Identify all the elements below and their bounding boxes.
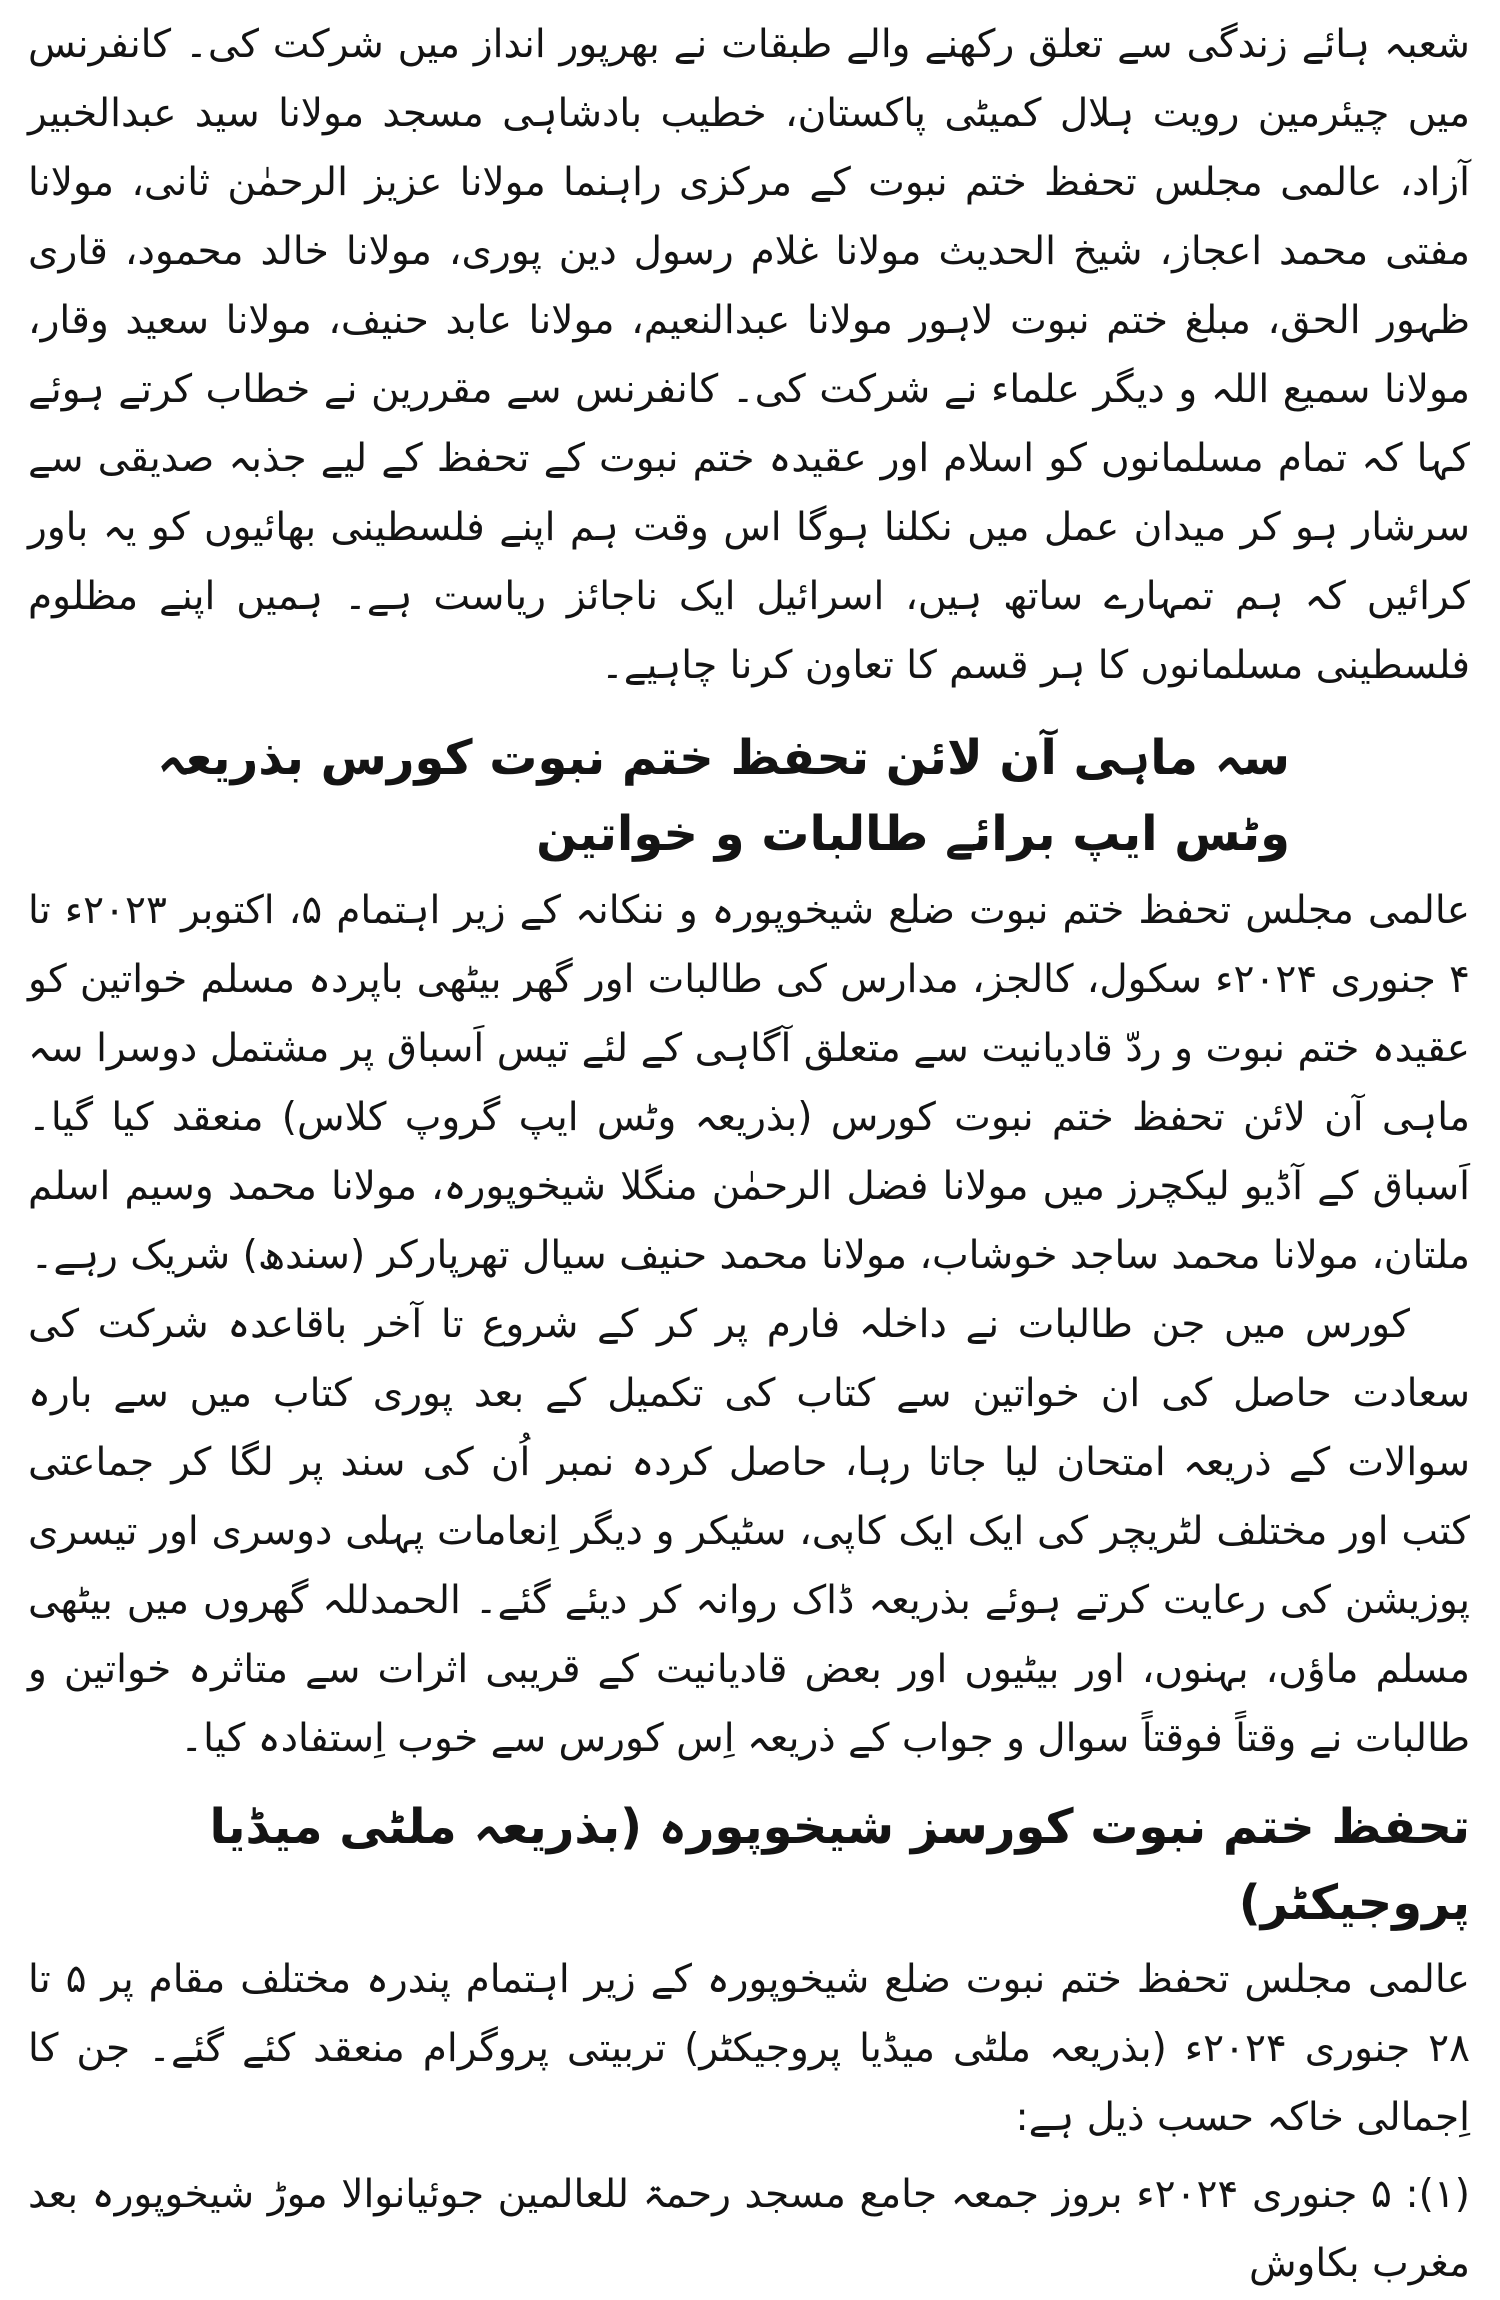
- paragraph-course-exam-results: کورس میں جن طالبات نے داخلہ فارم پر کر کے شروع تا آخر باقاعدہ شرکت کی سعادت حاصل کی ان خواتین سے کتاب کی تکمیل کے بعد پوری کتاب میں سے بارہ سوالات کے ذریعہ امتحان لیا جاتا رہا، حاصل کردہ نمبر اُن کی سند پر لگا کر جماعتی کتب اور مختلف لٹریچر کی ایک ایک کاپی، سٹیکر و دیگر اِنعامات پہلی دوسری اور تیسری پوزیشن کی رعایت کرتے ہوئے بذریعہ ڈاک روانہ کر دیئے گئے۔ الحمدللہ گھروں میں بیٹھی مسلم ماؤں، بہنوں، اور بیٹیوں اور بعض قادیانیت کے قریبی اثرات سے متاثرہ خواتین و طالبات نے وقتاً فوقتاً سوال و جواب کے ذریعہ اِس کورس سے خوب اِستفادہ کیا۔: [28, 1302, 1470, 1761]
- paragraph-online-course-details: عالمی مجلس تحفظ ختم نبوت ضلع شیخوپورہ و ننکانہ کے زیر اہتمام ۵، اکتوبر ۲۰۲۳ء تا ۴ جنوری ۲۰۲۴ء سکول، کالجز، مدارس کی طالبات اور گھر بیٹھی باپردہ مسلم خواتین کو عقیدہ ختم نبوت و ردّ قادیانیت سے متعلق آگاہی کے لئے تیس اَسباق پر مشتمل دوسرا سہ ماہی آن لائن تحفظ ختم نبوت کورس (بذریعہ وٹس ایپ گروپ کلاس) منعقد کیا گیا۔ اَسباق کے آڈیو لیکچرز میں مولانا فضل الرحمٰن منگلا شیخوپورہ، مولانا محمد وسیم اسلم ملتان، مولانا محمد ساجد خوشاب، مولانا محمد حنیف سیال تھرپارکر (سندھ) شریک رہے۔: [28, 888, 1471, 1278]
- paragraph-conference-attendees: شعبہ ہائے زندگی سے تعلق رکھنے والے طبقات نے بھرپور انداز میں شرکت کی۔ کانفرنس میں چیئرمین رویت ہلال کمیٹی پاکستان، خطیب بادشاہی مسجد مولانا سید عبدالخبیر آزاد، عالمی مجلس تحفظ ختم نبوت کے مرکزی راہنما مولانا عزیز الرحمٰن ثانی، مولانا مفتی محمد اعجاز، شیخ الحدیث مولانا غلام رسول دین پوری، مولانا خالد محمود، قاری ظہور الحق، مبلغ ختم نبوت لاہور مولانا عبدالنعیم، مولانا عابد حنیف، مولانا سعید وقار، مولانا سمیع اللہ و دیگر علماء نے شرکت کی۔ کانفرنس سے مقررین نے خطاب کرتے ہوئے کہا کہ تمام مسلمانوں کو اسلام اور عقیدہ ختم نبوت کے تحفظ کے لیے جذبہ صدیقی سے سرشار ہو کر میدان عمل میں نکلنا ہوگا اس وقت ہم اپنے فلسطینی بھائیوں کو یہ باور کرائیں کہ ہم تمہارے ساتھ ہیں، اسرائیل ایک ناجائز ریاست ہے۔ ہمیں اپنے مظلوم فلسطینی مسلمانوں کا ہر قسم کا تعاون کرنا چاہیے۔: [28, 22, 1470, 688]
- section-heading-online-course: سہ ماہی آن لائن تحفظ ختم نبوت کورس بذریعہ وٹس ایپ برائے طالبات و خواتین: [157, 730, 1290, 862]
- paragraph-sheikhupura-programs: عالمی مجلس تحفظ ختم نبوت ضلع شیخوپورہ کے زیر اہتمام پندرہ مختلف مقام پر ۵ تا ۲۸ جنوری ۲۰۲۴ء (بذریعہ ملٹی میڈیا پروجیکٹر) تربیتی پروگرام منعقد کئے گئے۔ جن کا اِجمالی خاکہ حسب ذیل ہے:: [28, 1957, 1470, 2140]
- list-item-first-program: (۱): ۵ جنوری ۲۰۲۴ء بروز جمعہ جامع مسجد رحمۃ للعالمین جوئیانوالا موڑ شیخوپورہ بعد مغرب بکاوش: [28, 2172, 1470, 2286]
- section-heading-sheikhupura-courses: تحفظ ختم نبوت کورسز شیخوپورہ (بذریعہ ملٹی میڈیا پروجیکٹر): [209, 1799, 1470, 1931]
